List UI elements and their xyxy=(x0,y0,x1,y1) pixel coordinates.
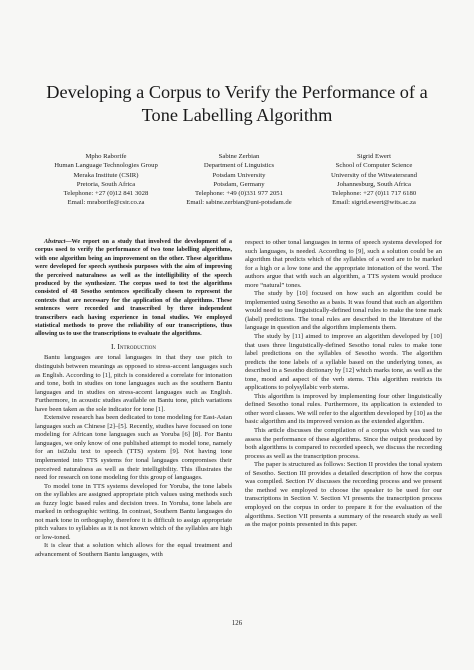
body-paragraph: Bantu languages are tonal languages in that they use pitch to distinguish between meanings as opposed to stress-accent languages such as English. According to [1], pitch is considered a correlate for intonation and tone, both in studies on tone languages such as the southern Bantu languages and in studies on stress-accent languages such as English. Furthermore, in acoustic studies available on Bantu tone, pitch variations have been taken as the sole indicator for tone [1]. xyxy=(35,354,232,413)
author-name: Sabine Zerbian xyxy=(218,153,260,160)
author-telephone: Telephone: +49 (0)331 977 2051 xyxy=(195,190,283,198)
author-2 xyxy=(180,152,298,208)
right-column xyxy=(245,239,442,530)
author-affiliation: Human Language Technologies Group xyxy=(54,162,158,170)
body-paragraph: respect to other tonal languages in terms of speech systems developed for such languages, is needed. According to [9], such a solution could be an algorithm that predicts which of the syllables of a word are to be marked for a high or a low tone and the appropriate intonation of the word. The authors argue that with such an algorithm, a TTS system would produce more “natural” tones. xyxy=(245,239,442,289)
body-paragraph: The study by [10] focused on how such an algorithm could be implemented using Sesotho as a basis. It was found that such an algorithm would need to use linguistically-defined tonal rules to make the tone mark (label) predictions. The tonal rules are described in the literature of the language in question and the algorithm implements them. xyxy=(245,290,442,332)
author-location: Pretoria, South Africa xyxy=(76,180,136,188)
body-paragraph: This algorithm is improved by implementing four other linguistically defined Sesotho tonal rules. Furthermore, its application is extended to other word classes. We will refer to the algorithm developed by [10] as the basic algorithm and its improved version as the extended algorithm. xyxy=(245,392,442,426)
section-heading: I. Introduction xyxy=(111,341,156,351)
author-1 xyxy=(40,152,172,208)
page-number: 126 xyxy=(231,620,243,627)
author-name: Sigrid Ewert xyxy=(357,153,391,160)
author-affiliation: Potsdam University xyxy=(212,171,266,179)
body-paragraph: The paper is structured as follows: Section II provides the tonal system of Sesotho. Section III provides a detailed description of how the corpus was compiled. Section IV discusses the recording process and we present the method we employed to choose the speaker to be used for our transcriptions in Section V. Section VI presents the transcription process employed on the corpus in order to prepare it for the evaluation of the algorithms. Section VII presents a summary of the research study as well as the major points presented in this paper. xyxy=(245,461,442,529)
author-3 xyxy=(306,152,442,208)
abstract xyxy=(35,238,232,339)
author-telephone: Telephone: +27 (0)11 717 6180 xyxy=(331,190,417,198)
abstract-label: Abstract xyxy=(44,238,66,245)
author-affiliation: Department of Linguistics xyxy=(203,162,275,170)
left-column xyxy=(35,238,232,560)
body-paragraph: This article discusses the compilation of a corpus which was used to assess the performance of these algorithms. Since the output produced by both algorithms is compared to recorded speech, we discuss the recording process as well as the transcription process. xyxy=(245,427,442,460)
body-paragraph: Extensive research has been dedicated to tone modeling for East-Asian languages such as Chinese [2]–[5]. Recently, studies have focused on tone modeling for African tone languages such as Yoruba [6] [8]. For Bantu languages, we only know of one published attempt to model tone, namely for an isiZulu text to speech (TTS) system [9]. Not having tone implemented into TTS systems for tonal languages compromises their perceived naturalness as well as their intelligibility. This illustrates the need for research on tone modeling for this group of languages. xyxy=(35,414,232,482)
body-paragraph: The study by [11] aimed to improve an algorithm developed by [10] that uses three linguistically-defined Sesotho tonal rules to make tone label predictions on the syllables of Sesotho words. The algorithm predicts the tone labels of a syllable based on the underlying tones, as described in a Sesotho dictionary by [12] which marks tone, as well as the tone, mood and aspect of the verb stems. This algorithm restricts its applications to polysyllabic verb stems. xyxy=(245,333,442,392)
body-paragraph: It is clear that a solution which allows for the equal treatment and advancement of Southern Bantu languages, with xyxy=(35,542,232,558)
author-affiliation: Meraka Institute (CSIR) xyxy=(73,171,139,179)
author-location: Potsdam, Germany xyxy=(213,180,265,188)
author-name: Mpho Raborife xyxy=(85,153,127,160)
author-affiliation: University of the Witwatersrand xyxy=(331,171,417,179)
author-email: Email: sabine.zerbian@uni-potsdam.de xyxy=(186,199,292,207)
body-paragraph: To model tone in TTS systems developed for Yoruba, the tone labels on the syllables are assigned appropriate pitch values using methods such as fuzzy logic based rules and decision trees. In Yoruba, tone labels are marked in orthographic writing. In contrast, Southern Bantu languages do not mark tone in orthography, therefore it is difficult to assign appropriate pitch values to syllables as it is not known which of the syllables are high or low-toned. xyxy=(35,482,232,541)
abstract-text: —We report on a study that involved the development of a corpus used to verify the performance of two tone labelling algorithms, with one algorithm being an improvement on the other. These algorithms were developed for speech synthesis purposes with the aim of improving the perceived naturalness as well as the intelligibility of the speech produced by the synthesizer. The corpus used to test the algorithms consisted of 48 Sesotho sentences specifically chosen to represent the contexts that are necessary for the application of the algorithms. These sentences were recorded and transcribed by three independent transcribers each having experience in tonal studies. We employed statistical methods to prove the reliability of our transcriptions, thus allowing us to use the transcriptions to evaluate the algorithms. xyxy=(35,238,232,338)
author-telephone: Telephone: +27 (0)12 841 3028 xyxy=(63,190,149,198)
author-email: Email: mraborife@csir.co.za xyxy=(67,199,145,207)
author-affiliation: School of Computer Science xyxy=(335,162,413,170)
author-location: Johannesburg, South Africa xyxy=(337,180,411,188)
author-email: Email: sigrid.ewert@wits.ac.za xyxy=(332,199,416,207)
paper-title: Developing a Corpus to Verify the Performance of a Tone Labelling Algorithm xyxy=(46,82,428,125)
